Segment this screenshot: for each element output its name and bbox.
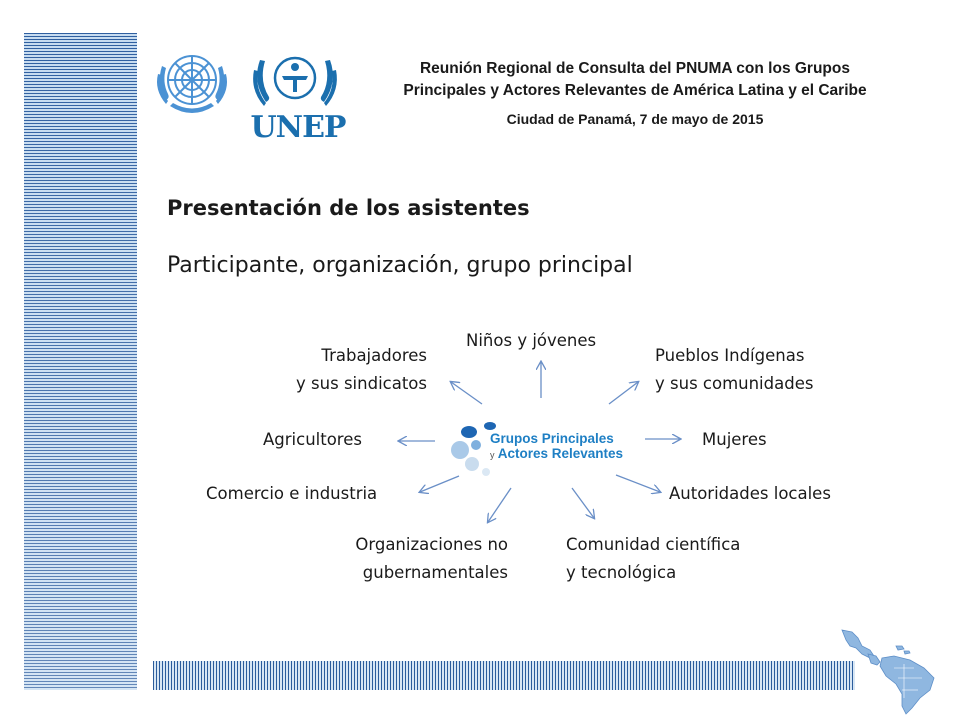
meeting-title-line-1: Reunión Regional de Consulta del PNUMA con los Grupos <box>419 60 850 77</box>
group-comercio: Comercio e industria <box>206 484 378 503</box>
meeting-location-date: Ciudad de Panamá, 7 de mayo de 2015 <box>506 111 764 127</box>
group-ong <box>310 531 508 587</box>
latin-america-map-icon <box>838 624 948 716</box>
group-trabajadores-line-1: Trabajadores <box>321 346 427 365</box>
group-cientifica <box>566 531 740 587</box>
group-trabajadores-line-2: y sus sindicatos <box>296 374 427 393</box>
center-label-line-1: Grupos Principales <box>490 431 614 446</box>
group-cientifica-line-2: y tecnológica <box>566 563 677 582</box>
center-label-line-2 <box>490 446 623 463</box>
slide-title: Presentación de los asistentes <box>167 196 530 220</box>
center-label-connector: y <box>490 450 495 460</box>
arrow-ong <box>488 488 511 522</box>
group-pueblos-line-1: Pueblos Indígenas <box>655 346 805 365</box>
group-pueblos-line-2: y sus comunidades <box>655 374 814 393</box>
meeting-title-line-2: Principales y Actores Relevantes de América Latina y el Caribe <box>403 82 867 99</box>
group-ong-line-2: gubernamentales <box>362 563 508 582</box>
unep-logo-text: UNEP <box>250 110 346 145</box>
slide-subtitle: Participante, organización, grupo principal <box>167 253 633 278</box>
group-trabajadores <box>260 342 427 398</box>
arrow-cientifica <box>572 488 594 518</box>
group-autoridades: Autoridades locales <box>669 484 831 503</box>
group-ong-line-1: Organizaciones no <box>355 535 508 554</box>
center-label <box>490 431 623 463</box>
group-pueblos <box>655 342 813 398</box>
group-mujeres: Mujeres <box>702 430 767 449</box>
group-agricultores: Agricultores <box>263 430 362 449</box>
arrow-trabajadores <box>451 382 482 404</box>
arrow-pueblos <box>609 382 638 404</box>
group-ninos: Niños y jóvenes <box>466 331 597 350</box>
center-label-line-2-text: Actores Relevantes <box>497 446 624 461</box>
group-cientifica-line-1: Comunidad científica <box>566 535 741 554</box>
